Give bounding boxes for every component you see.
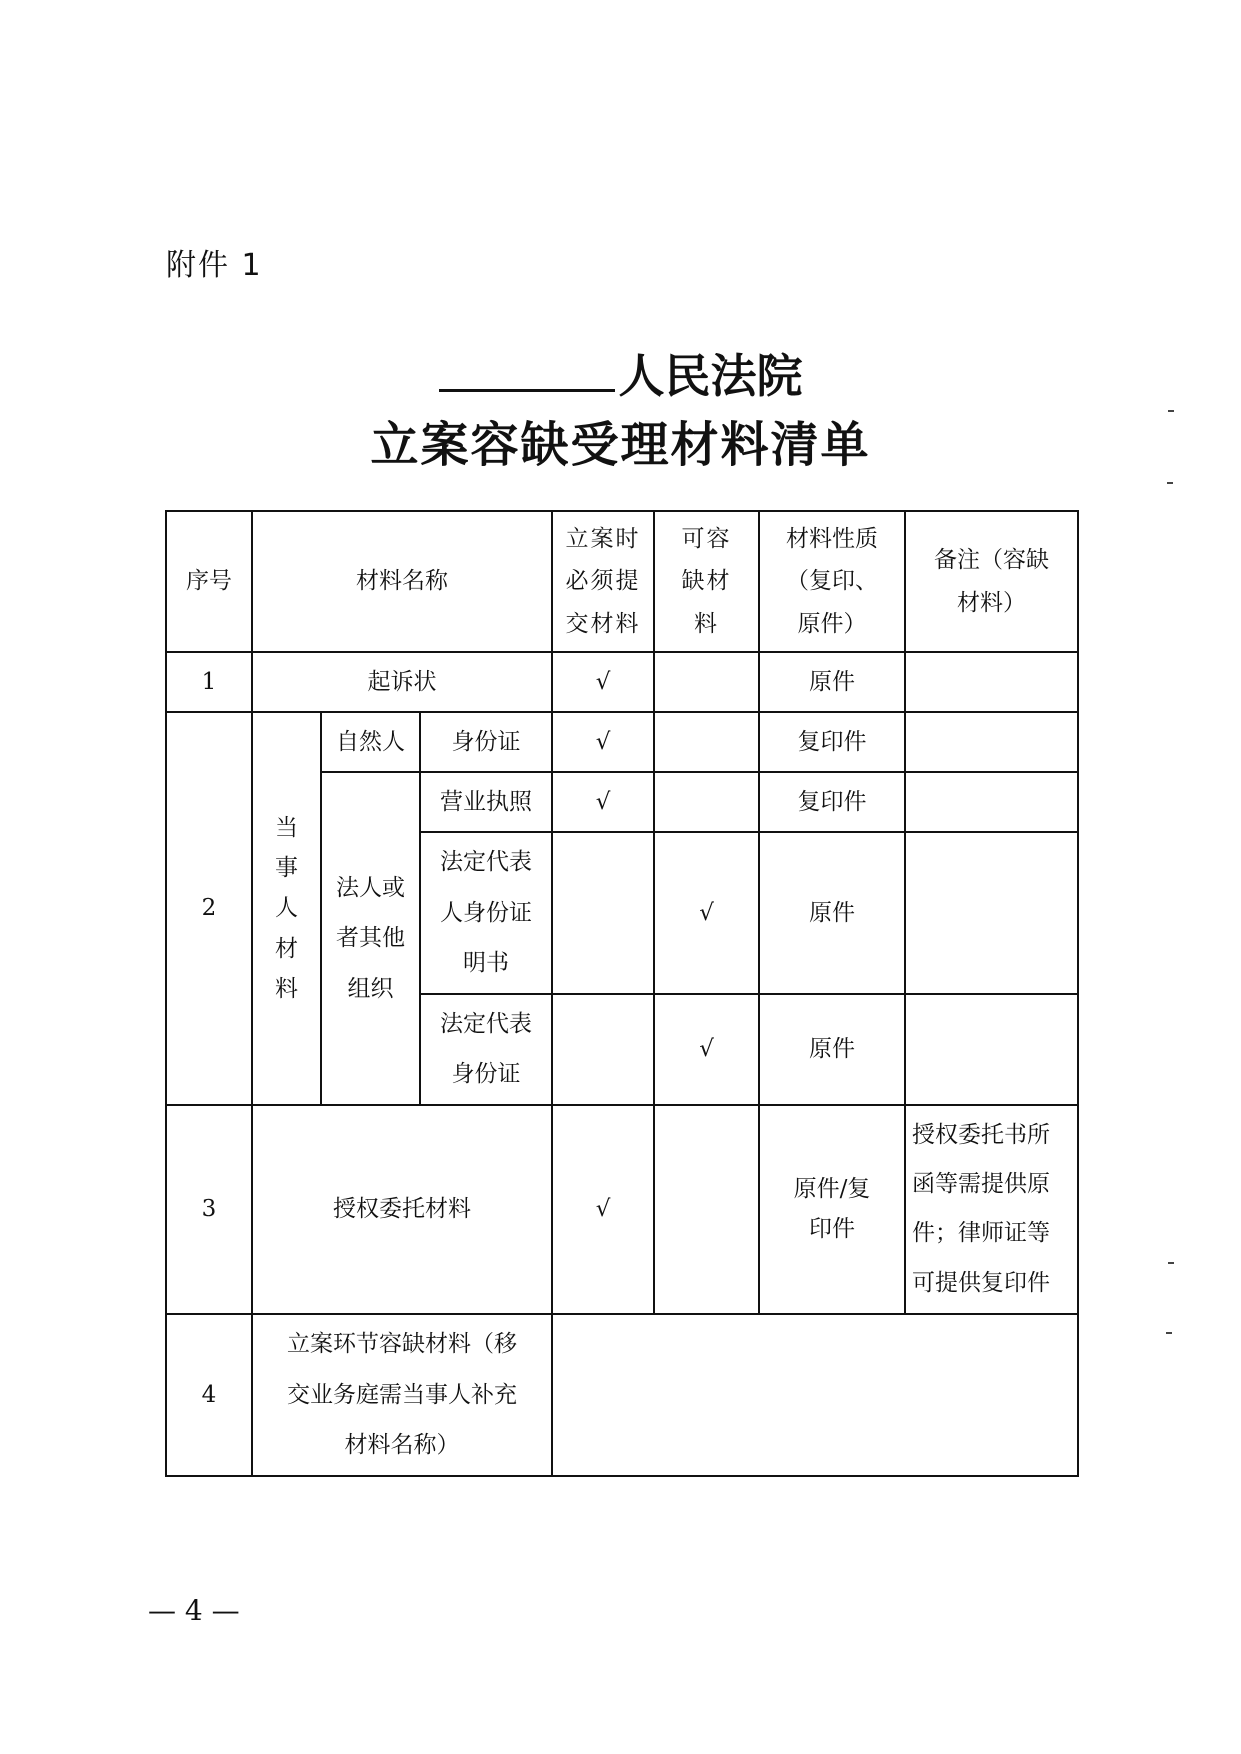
document-title-line2: 立案容缺受理材料清单 xyxy=(370,417,871,473)
row4-content xyxy=(552,1314,1078,1476)
header-optional: 可容缺材料 xyxy=(654,511,759,652)
table-row xyxy=(166,1314,1078,1476)
row2-entity-remark-0 xyxy=(905,772,1078,832)
row1-seq: 1 xyxy=(166,652,252,712)
row2-entity-nature-0: 复印件 xyxy=(759,772,905,832)
row2-entity-optional-1: √ xyxy=(654,832,759,994)
row2-entity-required-1 xyxy=(552,832,654,994)
header-remark: 备注（容缺材料） xyxy=(905,511,1078,652)
row2-natural-person-remark xyxy=(905,712,1078,772)
row2-entity-item-2: 法定代表身份证 xyxy=(420,994,552,1105)
row2-entity-optional-2: √ xyxy=(654,994,759,1105)
header-material-name: 材料名称 xyxy=(252,511,552,652)
row2-natural-person-nature: 复印件 xyxy=(759,712,905,772)
row3-nature: 原件/复印件 xyxy=(759,1105,905,1314)
scan-speck xyxy=(1166,1332,1172,1334)
row2-group: 当事人材料 xyxy=(252,712,321,1105)
title-line1-text: 人民法院 xyxy=(618,349,803,403)
row2-natural-person-type: 自然人 xyxy=(321,712,420,772)
page-number: — 4 — xyxy=(148,1594,240,1627)
row2-seq: 2 xyxy=(166,712,252,1105)
row1-nature: 原件 xyxy=(759,652,905,712)
row2-entity-nature-2: 原件 xyxy=(759,994,905,1105)
header-required: 立案时必须提交材料 xyxy=(552,511,654,652)
row1-required: √ xyxy=(552,652,654,712)
row2-entity-nature-1: 原件 xyxy=(759,832,905,994)
table-row xyxy=(166,652,1078,712)
row2-natural-person-required: √ xyxy=(552,712,654,772)
row2-entity-required-0: √ xyxy=(552,772,654,832)
attachment-label: 附件 1 xyxy=(166,248,263,283)
row2-entity-item-0: 营业执照 xyxy=(420,772,552,832)
row2-entity-remark-1 xyxy=(905,832,1078,994)
row1-name: 起诉状 xyxy=(252,652,552,712)
table-header-row xyxy=(166,511,1078,652)
scan-speck xyxy=(1168,1262,1174,1264)
table-row xyxy=(166,1105,1078,1314)
court-name-blank xyxy=(439,349,615,392)
document-title-line1 xyxy=(0,340,1241,406)
header-seq: 序号 xyxy=(166,511,252,652)
scan-speck xyxy=(1168,410,1174,412)
row4-seq: 4 xyxy=(166,1314,252,1476)
row3-seq: 3 xyxy=(166,1105,252,1314)
row2-legal-entity-type: 法人或者其他组织 xyxy=(321,772,420,1105)
row1-remark xyxy=(905,652,1078,712)
row3-required: √ xyxy=(552,1105,654,1314)
row2-entity-item-1: 法定代表人身份证明书 xyxy=(420,832,552,994)
header-nature: 材料性质（复印、原件） xyxy=(759,511,905,652)
table-row xyxy=(166,712,1078,772)
row2-natural-person-item: 身份证 xyxy=(420,712,552,772)
row3-remark: 授权委托书所函等需提供原件；律师证等可提供复印件 xyxy=(905,1105,1078,1314)
row3-name: 授权委托材料 xyxy=(252,1105,552,1314)
row4-name: 立案环节容缺材料（移交业务庭需当事人补充材料名称） xyxy=(252,1314,552,1476)
row2-entity-required-2 xyxy=(552,994,654,1105)
row2-entity-remark-2 xyxy=(905,994,1078,1105)
row3-optional xyxy=(654,1105,759,1314)
materials-table xyxy=(165,510,1079,1477)
row2-natural-person-optional xyxy=(654,712,759,772)
scan-speck xyxy=(1167,482,1173,484)
row2-entity-optional-0 xyxy=(654,772,759,832)
row1-optional xyxy=(654,652,759,712)
